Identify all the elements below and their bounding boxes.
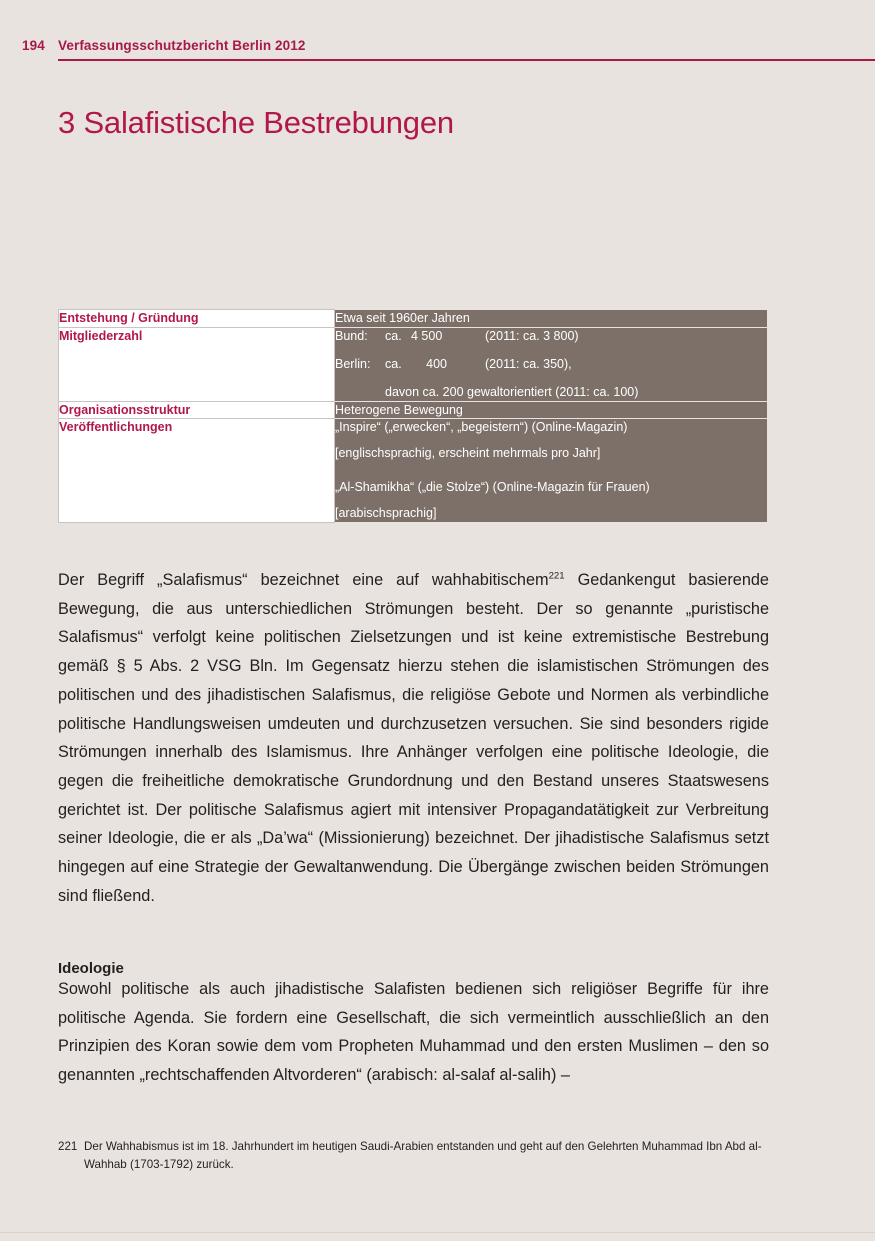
table-row-label: Mitgliederzahl (59, 327, 335, 401)
table-row-label: Organisationsstruktur (59, 401, 335, 419)
value-line: [arabischsprachig] (335, 506, 437, 520)
membership-line (335, 328, 767, 345)
section-heading-ideologie: Ideologie (58, 960, 124, 978)
value-line: „Inspire“ („erwecken“, „begeistern“) (Online-Magazin) (335, 420, 628, 435)
ideology-paragraph-block (58, 975, 769, 1090)
footnote-reference: 221 (548, 570, 565, 582)
value-line: „Al-Shamikha“ („die Stolze“) (Online-Magazin für Frauen) (335, 480, 650, 495)
membership-scope: Bund: (335, 328, 368, 343)
paragraph-text-part2: Gedankengut basierende Bewegung, die aus unterschiedlichen Strömungen besteht. Der so genannte „puristische Salafismus“ verfolgt keine politischen Zielsetzungen und ist keine extremistische Bestrebung gemäß § 5 Abs. 2 VSG Bln. Im Gegensatz hierzu stehen die islamistischen Strömungen des politischen und des jihadistischen Salafismus, die religiöse Gebote und Normen als verbindliche politische Handlungsweisen umdeuten und durchzusetzen versuchen. Sie sind besonders rigide Strömungen innerhalb des Islamismus. Ihre Anhänger verfolgen eine politische Ideologie, die gegen die freiheitliche demokratische Grundordnung und den Bestand unseres Staatswesens gerichtet ist. Der politische Salafismus agiert mit intensiver Propagandatätigkeit zur Verbreitung seiner Ideologie, die er als „Da’wa“ (Missionierung) bezeichnet. Der jihadistische Salafismus setzt hingegen auf eine Strategie der Gewaltanwendung. Die Übergänge zwischen beiden Strömungen sind fließend. (58, 571, 769, 905)
membership-approx: ca. (385, 356, 402, 371)
page-number: 194 (22, 38, 45, 53)
footnote-text: Der Wahhabismus ist im 18. Jahrhundert im heutigen Saudi-Arabien entstanden und geht auf den Gelehrten Muhammad Ibn Abd al-Wahhab (1703-1792) zurück. (84, 1140, 762, 1171)
membership-scope: Berlin: (335, 356, 371, 371)
table-row-value (335, 419, 768, 523)
value-line: Heterogene Bewegung (335, 402, 463, 417)
membership-line (335, 384, 767, 401)
page-trim-line (0, 1232, 875, 1233)
table-row (59, 327, 768, 401)
membership-count: 4 500 (411, 328, 443, 343)
main-paragraph (58, 566, 769, 910)
table-row-value (335, 327, 768, 401)
table-row-label: Entstehung / Gründung (59, 310, 335, 328)
footnote-number: 221 (58, 1140, 78, 1153)
footnote-entry (58, 1138, 769, 1173)
table-row (59, 310, 768, 328)
membership-previous-year: (2011: ca. 350), (485, 356, 572, 371)
ideology-paragraph: Sowohl politische als auch jihadistische Salafisten bedienen sich religiöser Begriffe für ihre politische Agenda. Sie fordern eine Gesellschaft, die sich vermeintlich ausschließlich an den Prinzipien des Koran sowie dem vom Propheten Muhammad und den ersten Muslimen – den so genannten „rechtschaffenden Altvorderen“ (arabisch: al-salaf al-salih) – (58, 980, 769, 1085)
main-paragraph-block (58, 566, 769, 910)
table-row-label: Veröffentlichungen (59, 419, 335, 523)
membership-line (335, 356, 767, 373)
value-line: [englischsprachig, erscheint mehrmals pro Jahr] (335, 446, 601, 461)
table-row (59, 419, 768, 523)
table-row-value (335, 401, 768, 419)
running-header (0, 38, 875, 64)
header-rule (58, 59, 875, 61)
table-row-value (335, 310, 768, 328)
profile-table (58, 309, 768, 523)
value-line: Etwa seit 1960er Jahren (335, 311, 470, 325)
membership-previous-year: (2011: ca. 3 800) (485, 328, 579, 343)
membership-approx: ca. (385, 328, 402, 343)
membership-violent-note: davon ca. 200 gewaltorientiert (2011: ca. 100) (385, 384, 639, 399)
footnote-area (58, 1138, 769, 1173)
chapter-title: 3 Salafistische Bestrebungen (58, 104, 454, 140)
running-header-title: Verfassungsschutzbericht Berlin 2012 (58, 38, 306, 53)
paragraph-text-part1: Der Begriff „Salafismus“ bezeichnet eine auf wahhabitischem (58, 571, 549, 589)
membership-count: 400 (426, 356, 447, 371)
table-row (59, 401, 768, 419)
